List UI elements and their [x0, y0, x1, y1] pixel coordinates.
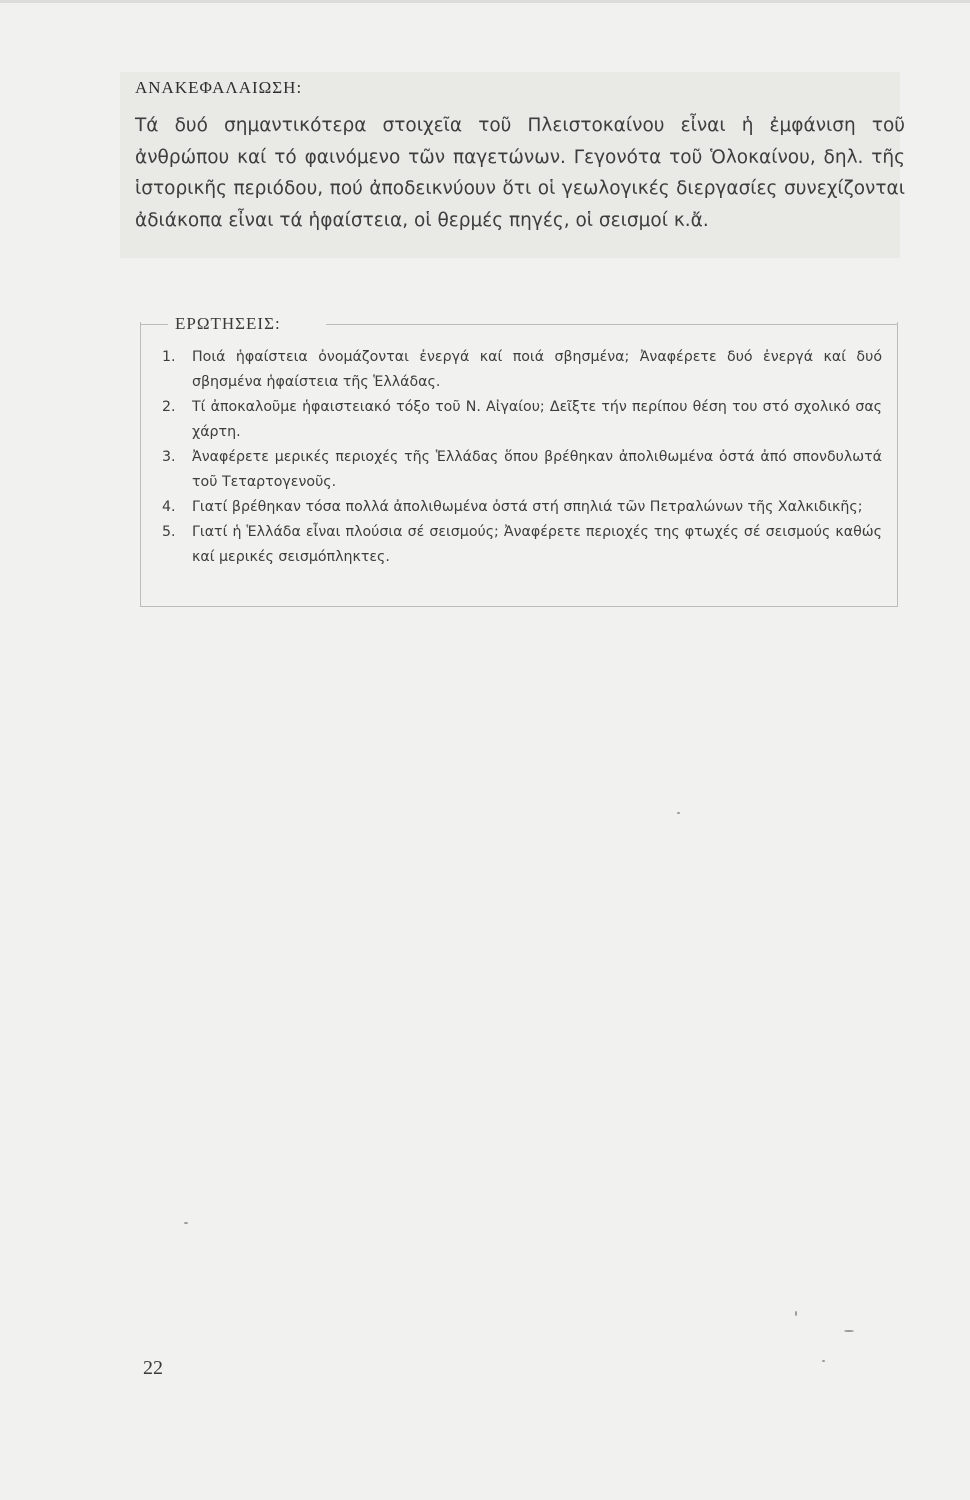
question-number: 3.	[162, 449, 176, 465]
scan-speck	[184, 1222, 188, 1224]
question-number: 1.	[162, 349, 176, 365]
question-item	[162, 495, 882, 520]
question-text: Τί ἀποκαλοῦμε ἡφαιστειακό τόξο τοῦ Ν. Αἰγαίου; Δεῖξτε τήν περίπου θέση του στό σχολικό σας χάρτη.	[192, 399, 882, 440]
questions-heading: ΕΡΩΤΗΣΕΙΣ:	[175, 314, 281, 333]
question-text: Ποιά ἡφαίστεια ὀνομάζονται ἐνεργά καί ποιά σβησμένα; Ἀναφέρετε δυό ἐνεργά καί δυό σβησμένα ἡφαίστεια τῆς Ἑλλάδας.	[192, 349, 882, 390]
question-number: 4.	[162, 499, 176, 515]
page-top-edge	[0, 0, 970, 3]
scan-speck	[844, 1330, 854, 1332]
question-number: 5.	[162, 524, 176, 540]
scan-speck	[677, 812, 680, 814]
question-item	[162, 520, 882, 570]
questions-list	[162, 345, 882, 570]
question-item	[162, 345, 882, 395]
questions-box-top-rule-left	[140, 324, 168, 325]
question-item	[162, 445, 882, 495]
page-number: 22	[143, 1357, 163, 1379]
question-text: Γιατί ἡ Ἑλλάδα εἶναι πλούσια σέ σεισμούς; Ἀναφέρετε περιοχές της φτωχές σέ σεισμούς καθώς καί μερικές σεισμόπληκτες.	[192, 524, 882, 565]
question-text: Γιατί βρέθηκαν τόσα πολλά ἀπολιθωμένα ὀστά στή σπηλιά τῶν Πετραλώνων τῆς Χαλκιδικῆς;	[192, 499, 863, 515]
questions-box-top-rule-right	[326, 324, 898, 325]
question-number: 2.	[162, 399, 176, 415]
question-item	[162, 395, 882, 445]
scan-speck	[795, 1311, 797, 1316]
question-text: Ἀναφέρετε μερικές περιοχές τῆς Ἑλλάδας ὅπου βρέθηκαν ἀπολιθωμένα ὀστά ἀπό σπονδυλωτά τοῦ Τεταρτογενοῦς.	[192, 449, 882, 490]
scan-speck	[822, 1360, 825, 1362]
summary-heading: ΑΝΑΚΕΦΑΛΑΙΩΣΗ:	[135, 78, 303, 97]
summary-paragraph: Τά δυό σημαντικότερα στοιχεῖα τοῦ Πλειστοκαίνου εἶναι ἡ ἐμφάνιση τοῦ ἀνθρώπου καί τό φαινόμενο τῶν παγετώνων. Γεγονότα τοῦ Ὁλοκαίνου, δηλ. τῆς ἱστορικῆς περιόδου, πού ἀποδεικνύουν ὅτι οἱ γεωλογικές διεργασίες συνεχίζονται ἀδιάκοπα εἶναι τά ἡφαίστεια, οἱ θερμές πηγές, οἱ σεισμοί κ.ἄ.	[135, 115, 905, 231]
